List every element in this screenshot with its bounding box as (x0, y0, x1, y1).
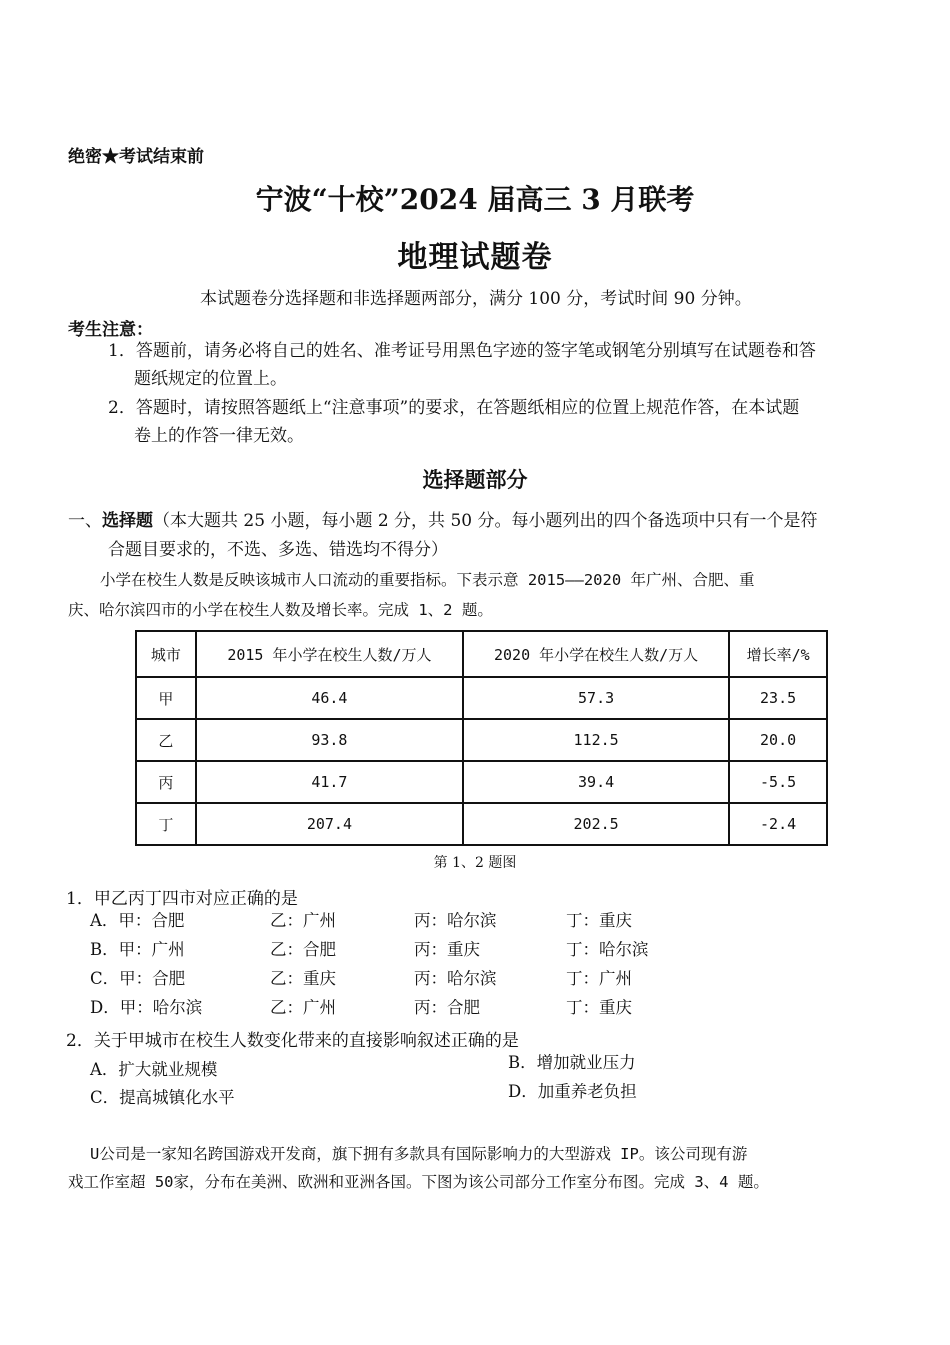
notice-title: 考生注意： (68, 320, 153, 340)
q1-option-a-bing: 丙：哈尔滨 (414, 911, 497, 930)
q1-option-b-bing: 丙：重庆 (414, 940, 480, 959)
q2-option-b: B．增加就业压力 (508, 1053, 636, 1072)
cell-city: 乙 (136, 719, 196, 761)
q1-option-c-yi: 乙：重庆 (270, 969, 336, 988)
q1-option-d-ding: 丁：重庆 (566, 998, 632, 1017)
q1-option-b-jia: B．甲：广州 (90, 940, 185, 959)
notice-item-1-cont: 题纸规定的位置上。 (134, 369, 287, 389)
choice-heading-rest: （本大题共 25 小题，每小题 2 分，共 50 分。每小题列出的四个备选项中只有一个是符 (153, 511, 818, 531)
cell-growth: -2.4 (729, 803, 827, 845)
section-title: 选择题部分 (422, 467, 528, 492)
header-2015: 2015 年小学在校生人数/万人 (196, 631, 463, 677)
cell-city: 甲 (136, 677, 196, 719)
confidential-label: 绝密★考试结束前 (68, 147, 204, 167)
question-2-stem: 2．关于甲城市在校生人数变化带来的直接影响叙述正确的是 (66, 1031, 519, 1051)
cell-2020: 112.5 (463, 719, 729, 761)
q1-option-c-ding: 丁：广州 (566, 969, 632, 988)
cell-2015: 93.8 (196, 719, 463, 761)
notice-item-2: 2．答题时，请按照答题纸上“注意事项”的要求，在答题纸相应的位置上规范作答，在本试题 (108, 398, 800, 418)
choice-heading-bold: 选择题 (102, 511, 153, 531)
paper-intro: 本试题卷分选择题和非选择题两部分，满分 100 分，考试时间 90 分钟。 (200, 289, 752, 309)
table-caption: 第 1、2 题图 (433, 855, 517, 871)
choice-heading-prefix: 一、 (68, 511, 102, 531)
cell-2020: 39.4 (463, 761, 729, 803)
q1-option-d-jia: D．甲：哈尔滨 (90, 998, 203, 1017)
paper-subtitle: 地理试题卷 (397, 240, 553, 275)
passage-1-line-1: 小学在校生人数是反映该城市人口流动的重要指标。下表示意 2015——2020 年广州、合肥、重 (100, 571, 755, 589)
q1-option-b-ding: 丁：哈尔滨 (566, 940, 649, 959)
q1-option-d-bing: 丙：合肥 (414, 998, 480, 1017)
table-row (136, 719, 827, 761)
choice-heading (68, 506, 818, 531)
cell-2020: 202.5 (463, 803, 729, 845)
q2-option-c: C．提高城镇化水平 (90, 1088, 235, 1107)
choice-heading-cont: 合题目要求的，不选、多选、错选均不得分） (108, 540, 448, 560)
table-header-row (136, 631, 827, 677)
q1-option-c-bing: 丙：哈尔滨 (414, 969, 497, 988)
q1-option-c-jia: C．甲：合肥 (90, 969, 186, 988)
q1-option-d-yi: 乙：广州 (270, 998, 336, 1017)
header-2020: 2020 年小学在校生人数/万人 (463, 631, 729, 677)
cell-growth: 23.5 (729, 677, 827, 719)
q1-option-b-yi: 乙：合肥 (270, 940, 336, 959)
header-growth: 增长率/% (729, 631, 827, 677)
cell-growth: -5.5 (729, 761, 827, 803)
cell-2020: 57.3 (463, 677, 729, 719)
q1-option-a-yi: 乙：广州 (270, 911, 336, 930)
passage-2-line-2: 戏工作室超 50家，分布在美洲、欧洲和亚洲各国。下图为该公司部分工作室分布图。完成 3、4 题。 (68, 1173, 769, 1191)
table-row (136, 677, 827, 719)
cell-2015: 41.7 (196, 761, 463, 803)
notice-item-2-cont: 卷上的作答一律无效。 (134, 426, 304, 446)
table-row (136, 803, 827, 845)
q1-option-a-jia: A．甲：合肥 (90, 911, 185, 930)
table-row (136, 761, 827, 803)
q1-option-a-ding: 丁：重庆 (566, 911, 632, 930)
header-city: 城市 (136, 631, 196, 677)
notice-item-1: 1．答题前，请务必将自己的姓名、准考证号用黑色字迹的签字笔或钢笔分别填写在试题卷和答 (108, 341, 816, 361)
cell-2015: 207.4 (196, 803, 463, 845)
exam-title: 宁波“十校”2024 届高三 3 月联考 (255, 183, 695, 216)
question-1-stem: 1．甲乙丙丁四市对应正确的是 (66, 889, 298, 909)
passage-2-line-1: U公司是一家知名跨国游戏开发商，旗下拥有多款具有国际影响力的大型游戏 IP。该公司现有游 (90, 1145, 748, 1163)
cell-city: 丙 (136, 761, 196, 803)
cell-city: 丁 (136, 803, 196, 845)
cell-growth: 20.0 (729, 719, 827, 761)
q2-option-d: D．加重养老负担 (508, 1082, 637, 1101)
enrollment-table (135, 630, 828, 846)
passage-1-line-2: 庆、哈尔滨四市的小学在校生人数及增长率。完成 1、2 题。 (68, 601, 493, 619)
q2-option-a: A．扩大就业规模 (90, 1060, 218, 1079)
cell-2015: 46.4 (196, 677, 463, 719)
